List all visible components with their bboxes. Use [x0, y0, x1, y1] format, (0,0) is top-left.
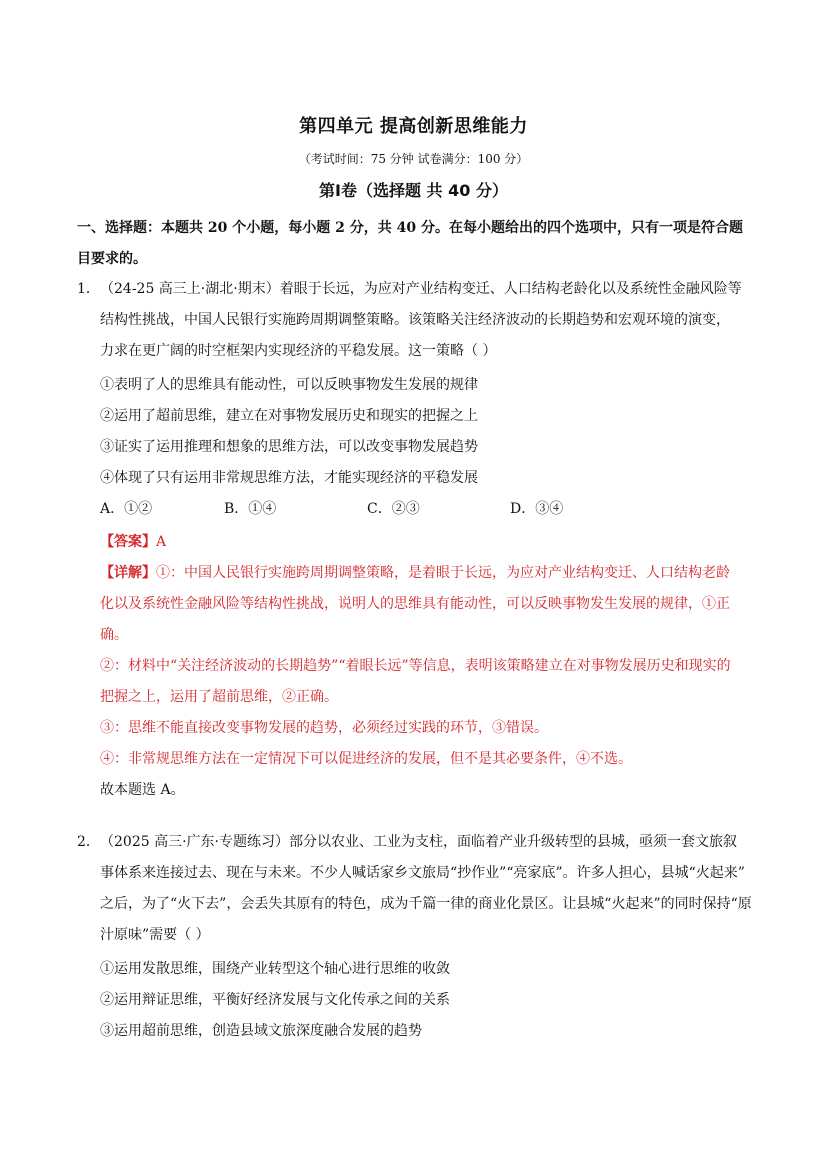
instructions	[77, 213, 767, 275]
question-number: 2．	[77, 834, 100, 850]
page-title: 第四单元 提高创新思维能力	[299, 116, 528, 137]
stem-line: 之后，为了“火下去”，会丢失其原有的特色，成为千篇一律的商业化景区。让县城“火起来”的同时保持“原	[100, 896, 752, 912]
section-heading: 第Ⅰ卷（选择题 共 40 分）	[319, 181, 508, 200]
question-number: 1．	[77, 281, 100, 297]
statement: ③证实了运用推理和想象的思维方法，可以改变事物发展趋势	[100, 439, 478, 455]
answer-value: A	[156, 534, 167, 550]
explanation-line: ①：中国人民银行实施跨周期调整策略，是着眼于长远，为应对产业结构变迁、人口结构老龄	[156, 565, 730, 581]
statement: ④体现了只有运用非常规思维方法，才能实现经济的平稳发展	[100, 470, 478, 486]
question-1	[77, 274, 767, 806]
question-stem	[100, 827, 767, 951]
exam-info: （考试时间：75 分钟 试卷满分：100 分）	[298, 152, 529, 166]
stem-line: （24-25 高三上·湖北·期末）着眼于长远，为应对产业结构变迁、人口结构老龄化以及系统性金融风险等	[100, 281, 742, 297]
explanation-label: 【详解】	[100, 565, 156, 581]
statement: ①运用发散思维，围绕产业转型这个轴心进行思维的收敛	[100, 961, 450, 977]
statement: ②运用辩证思维，平衡好经济发展与文化传承之间的关系	[100, 992, 450, 1008]
explanation	[100, 558, 767, 775]
statement: ②运用了超前思维，建立在对事物发展历史和现实的把握之上	[100, 408, 478, 424]
statement: ①表明了人的思维具有能动性，可以反映事物发生发展的规律	[100, 377, 478, 393]
answer-choices	[100, 494, 767, 527]
choice-d: D．③④	[510, 501, 564, 517]
explanation-line: 化以及系统性金融风险等结构性挑战，说明人的思维具有能动性，可以反映事物发生发展的规律，①正	[100, 596, 730, 612]
instructions-line: 目要求的。	[77, 251, 147, 267]
conclusion: 故本题选 A。	[100, 782, 185, 798]
stem-line: 力求在更广阔的时空框架内实现经济的平稳发展。这一策略（ ）	[100, 343, 497, 359]
explanation-line: ②：材料中“关注经济波动的长期趋势”“着眼长远”等信息，表明该策略建立在对事物发展历史和现实的	[100, 658, 731, 674]
answer-label: 【答案】	[100, 534, 156, 550]
instructions-line: 一、选择题：本题共 20 个小题，每小题 2 分，共 40 分。在每小题给出的四个选项中，只有一项是符合题	[77, 220, 743, 236]
stem-line: 事体系来连接过去、现在与未来。不少人喊话家乡文旅局“抄作业”“亮家底”。许多人担心，县城“火起来”	[100, 865, 745, 881]
statement: ③运用超前思维，创造县域文旅深度融合发展的趋势	[100, 1023, 422, 1039]
question-stem	[100, 274, 767, 367]
explanation-line: 把握之上，运用了超前思维，②正确。	[100, 689, 338, 705]
stem-line: 结构性挑战，中国人民银行实施跨周期调整策略。该策略关注经济波动的长期趋势和宏观环境的演变，	[100, 312, 730, 328]
choice-b: B．①④	[224, 501, 277, 517]
explanation-line: ③：思维不能直接改变事物发展的趋势，必须经过实践的环节，③错误。	[100, 720, 548, 736]
explanation-line: ④：非常规思维方法在一定情况下可以促进经济的发展，但不是其必要条件，④不选。	[100, 751, 632, 767]
stem-line: （2025 高三·广东·专题练习）部分以农业、工业为支柱，面临着产业升级转型的县城，亟须一套文旅叙	[100, 834, 737, 850]
choice-a: A．①②	[100, 501, 153, 517]
question-2	[77, 827, 767, 1047]
choice-c: C．②③	[367, 501, 420, 517]
explanation-line: 确。	[100, 627, 128, 643]
answer	[100, 527, 767, 558]
stem-line: 汁原味”需要（ ）	[100, 927, 210, 943]
